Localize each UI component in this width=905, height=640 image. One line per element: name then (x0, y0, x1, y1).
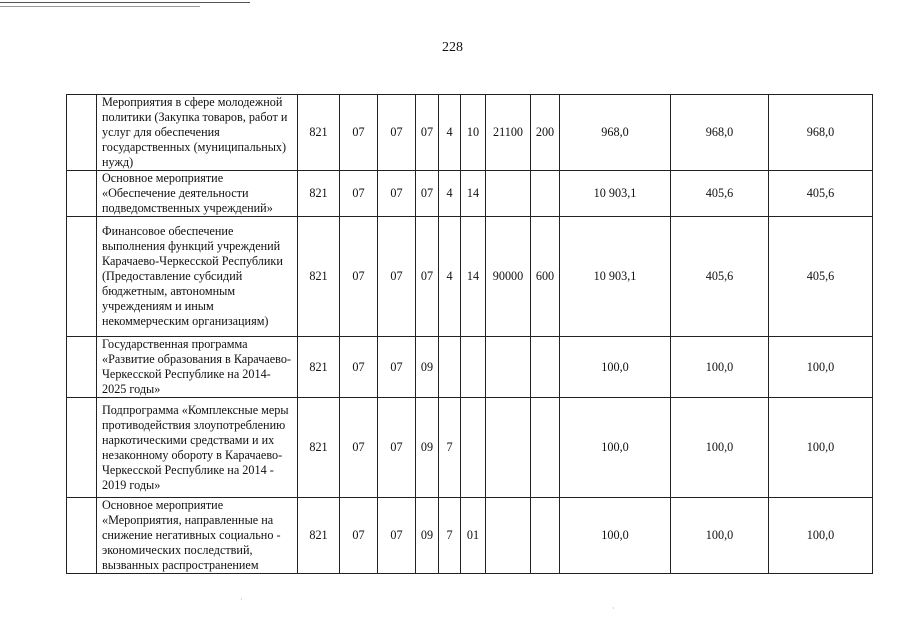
cell-ved: 821 (298, 337, 340, 398)
cell-prog: 09 (416, 337, 439, 398)
cell-sum1: 10 903,1 (560, 171, 671, 217)
row-name-cell: Мероприятия в сфере молодежной политики (Закупка товаров, работ и услуг для обеспечения государственных (муниципальных) нужд) (97, 95, 298, 171)
cell-rz: 07 (340, 171, 378, 217)
budget-table (66, 94, 873, 574)
cell-main: 10 (461, 95, 486, 171)
cell-rz: 07 (340, 498, 378, 574)
cell-rz: 07 (340, 95, 378, 171)
cell-sum2: 100,0 (671, 398, 769, 498)
cell-main (461, 398, 486, 498)
cell-sum3: 100,0 (769, 398, 873, 498)
row-number-cell (67, 217, 97, 337)
cell-vr: 200 (531, 95, 560, 171)
header-rule (0, 2, 250, 3)
cell-prog: 09 (416, 398, 439, 498)
cell-main: 01 (461, 498, 486, 574)
cell-main: 14 (461, 217, 486, 337)
cell-ved: 821 (298, 95, 340, 171)
cell-vr (531, 498, 560, 574)
cell-sum2: 405,6 (671, 217, 769, 337)
cell-sum2: 100,0 (671, 337, 769, 398)
cell-main (461, 337, 486, 398)
cell-prog: 07 (416, 171, 439, 217)
cell-sum1: 100,0 (560, 498, 671, 574)
cell-main: 14 (461, 171, 486, 217)
cell-pr: 07 (378, 498, 416, 574)
cell-sub: 4 (439, 171, 461, 217)
cell-dir (486, 171, 531, 217)
cell-dir (486, 337, 531, 398)
cell-dir: 21100 (486, 95, 531, 171)
row-number-cell (67, 171, 97, 217)
cell-ved: 821 (298, 398, 340, 498)
cell-sum3: 968,0 (769, 95, 873, 171)
cell-sum1: 100,0 (560, 398, 671, 498)
cell-pr: 07 (378, 217, 416, 337)
cell-vr: 600 (531, 217, 560, 337)
row-name-cell: Подпрограмма «Комплексные меры противодействия злоупотреблению наркотическими средствами и их незаконному обороту в Карачаево-Черкесской Республике на 2014 - 2019 годы» (97, 398, 298, 498)
cell-ved: 821 (298, 498, 340, 574)
cell-sum2: 405,6 (671, 171, 769, 217)
cell-sub: 7 (439, 398, 461, 498)
cell-sum3: 405,6 (769, 171, 873, 217)
table-row (67, 217, 873, 337)
cell-prog: 07 (416, 217, 439, 337)
cell-ved: 821 (298, 217, 340, 337)
page-number: 228 (442, 40, 463, 55)
cell-dir (486, 398, 531, 498)
cell-pr: 07 (378, 171, 416, 217)
cell-sub: 4 (439, 217, 461, 337)
row-name-cell: Государственная программа «Развитие образования в Карачаево-Черкесской Республике на 2014-2025 годы» (97, 337, 298, 398)
cell-sub: 7 (439, 498, 461, 574)
cell-prog: 09 (416, 498, 439, 574)
cell-pr: 07 (378, 337, 416, 398)
row-name-cell: Основное мероприятие «Мероприятия, направленные на снижение негативных социально - экономических последствий, вызванных распространением (97, 498, 298, 574)
cell-sum2: 968,0 (671, 95, 769, 171)
cell-sum1: 10 903,1 (560, 217, 671, 337)
row-name-cell: Финансовое обеспечение выполнения функций учреждений Карачаево-Черкесской Республики (Предоставление субсидий бюджетным, автономным учреждениям и иным некоммерческим организациям) (97, 217, 298, 337)
row-name-cell: Основное мероприятие «Обеспечение деятельности подведомственных учреждений» (97, 171, 298, 217)
cell-sum2: 100,0 (671, 498, 769, 574)
cell-sum3: 100,0 (769, 498, 873, 574)
table-row (67, 95, 873, 171)
row-number-cell (67, 498, 97, 574)
cell-vr (531, 171, 560, 217)
cell-sum1: 100,0 (560, 337, 671, 398)
scan-mark: · (240, 595, 243, 604)
cell-rz: 07 (340, 217, 378, 337)
cell-rz: 07 (340, 398, 378, 498)
table-row (67, 337, 873, 398)
cell-sum3: 405,6 (769, 217, 873, 337)
row-number-cell (67, 398, 97, 498)
row-number-cell (67, 95, 97, 171)
scan-mark: · (612, 604, 615, 613)
cell-dir (486, 498, 531, 574)
cell-pr: 07 (378, 95, 416, 171)
cell-sub (439, 337, 461, 398)
row-number-cell (67, 337, 97, 398)
table-row (67, 498, 873, 574)
cell-pr: 07 (378, 398, 416, 498)
cell-sum3: 100,0 (769, 337, 873, 398)
table-row (67, 171, 873, 217)
cell-vr (531, 398, 560, 498)
cell-sum1: 968,0 (560, 95, 671, 171)
cell-sub: 4 (439, 95, 461, 171)
table-body (67, 95, 873, 574)
table-row (67, 398, 873, 498)
cell-prog: 07 (416, 95, 439, 171)
cell-ved: 821 (298, 171, 340, 217)
header-rule-secondary (0, 6, 200, 7)
cell-vr (531, 337, 560, 398)
cell-rz: 07 (340, 337, 378, 398)
cell-dir: 90000 (486, 217, 531, 337)
